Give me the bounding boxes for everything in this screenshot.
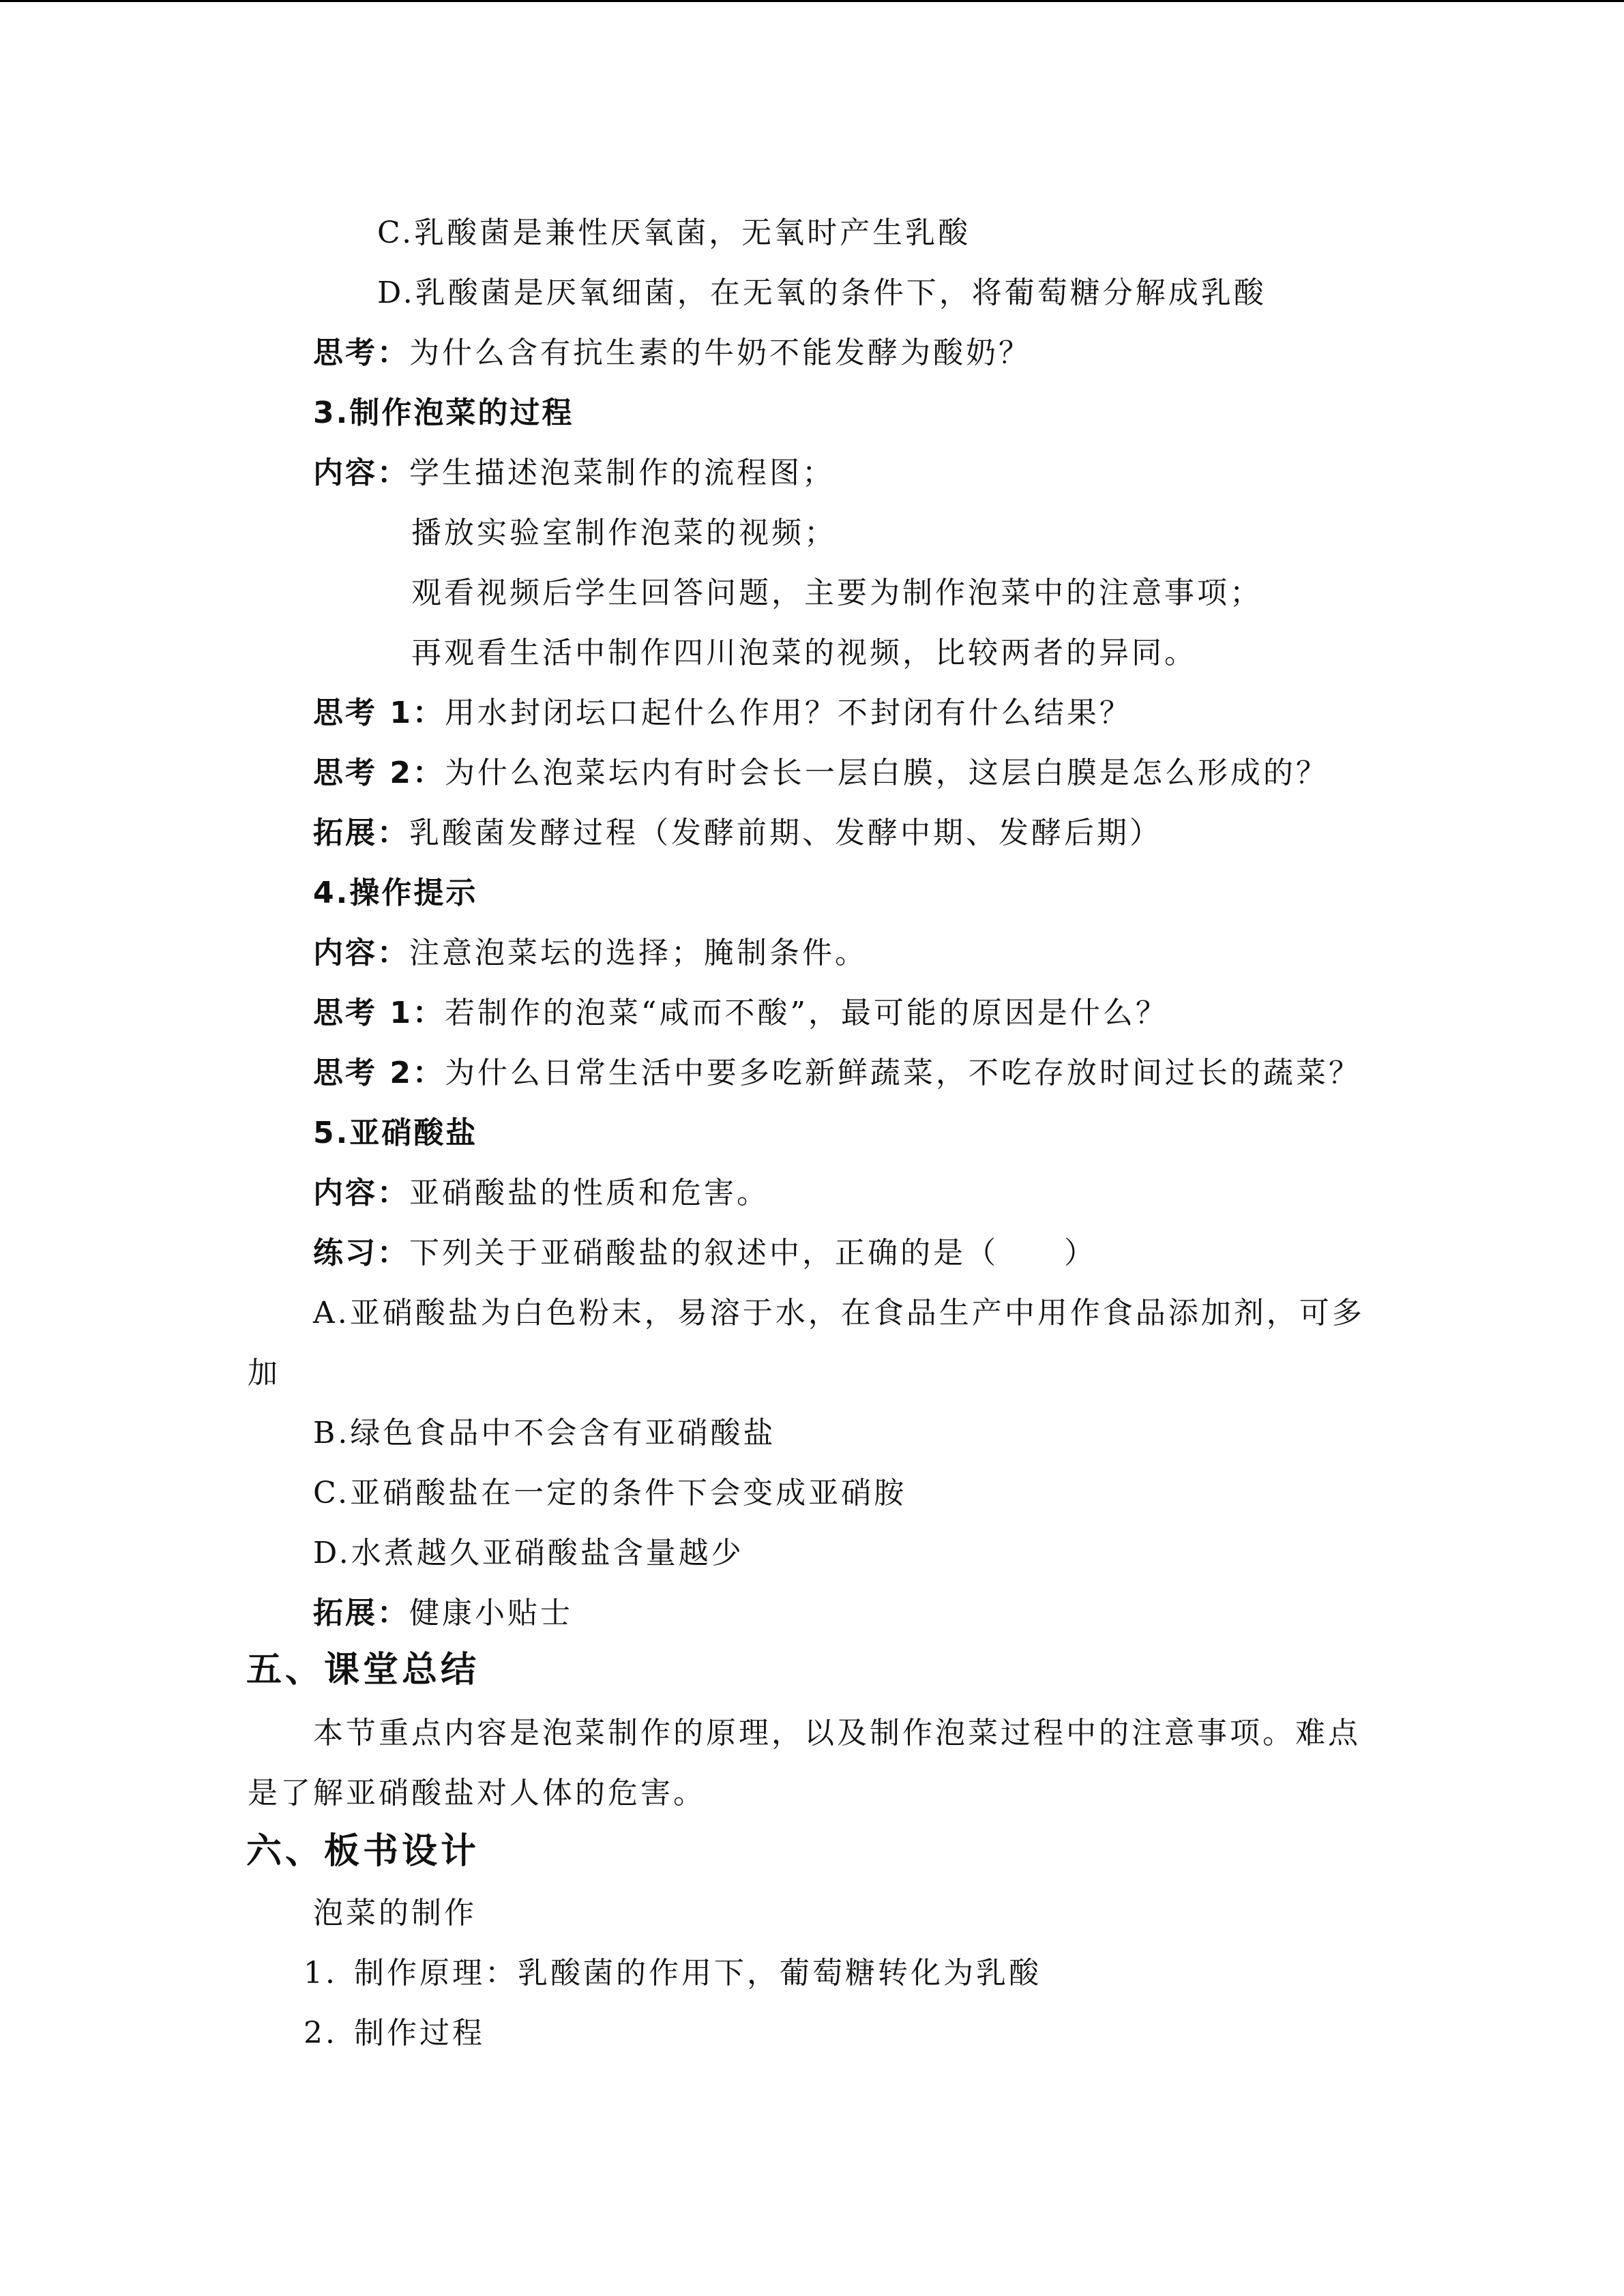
content-process-line-1 [313,453,835,494]
think-1-text: 用水封闭坛口起什么作用？不封闭有什么结果？ [444,696,1132,730]
content-process-line-4: 再观看生活中制作四川泡菜的视频，比较两者的异同。 [411,636,1197,670]
summary-line-1: 本节重点内容是泡菜制作的原理，以及制作泡菜过程中的注意事项。难点 [313,1716,1361,1750]
option-b-nitrite: B.绿色食品中不会含有亚硝酸盐 [313,1416,776,1450]
content-nitrite [313,1173,769,1214]
think-1-label: 思考 1： [313,696,445,730]
think-label: 思考： [313,336,409,370]
content-process-line-3: 观看视频后学生回答问题，主要为制作泡菜中的注意事项； [411,576,1263,610]
extension-label: 拓展： [313,816,409,850]
think-2-label: 思考 2： [313,1056,445,1090]
board-item-text: 制作过程 [354,2016,485,2051]
think-2-fresh-vegetables [313,1053,1361,1094]
board-item-number: 2. [304,2016,338,2051]
think-antibiotic-milk [313,333,1031,374]
think-1-salty [313,993,1168,1034]
option-c-lactic-bacteria: C.乳酸菌是兼性厌氧菌，无氧时产生乳酸 [377,215,971,250]
exercise-nitrite [313,1233,1097,1274]
extension-health-tips [313,1593,573,1634]
think-1-text: 若制作的泡菜“咸而不酸”，最可能的原因是什么？ [444,996,1168,1030]
content-text: 亚硝酸盐的性质和危害。 [409,1176,769,1210]
think-text: 为什么含有抗生素的牛奶不能发酵为酸奶？ [409,336,1031,370]
extension-text: 健康小贴士 [409,1596,573,1630]
exercise-label: 练习： [313,1236,409,1270]
subheading-nitrite: 5.亚硝酸盐 [313,1116,478,1150]
board-item-1 [304,1953,1042,1994]
think-2-text: 为什么泡菜坛内有时会长一层白膜，这层白膜是怎么形成的？ [444,756,1329,790]
option-d-nitrite: D.水煮越久亚硝酸盐含量越少 [313,1536,744,1570]
section-title-summary: 五、课堂总结 [246,1650,480,1690]
option-c-nitrite: C.亚硝酸盐在一定的条件下会变成亚硝胺 [313,1476,907,1510]
content-process-line-2: 播放实验室制作泡菜的视频； [411,516,837,550]
section-title-board-design: 六、板书设计 [246,1831,480,1872]
extension-label: 拓展： [313,1596,409,1630]
exercise-text: 下列关于亚硝酸盐的叙述中，正确的是（ ） [409,1236,1097,1270]
content-text: 学生描述泡菜制作的流程图； [409,456,835,490]
content-text: 注意泡菜坛的选择；腌制条件。 [409,936,868,970]
content-label: 内容： [313,456,409,490]
summary-line-2: 是了解亚硝酸盐对人体的危害。 [248,1776,706,1810]
option-a-nitrite-continued: 加 [248,1356,280,1390]
subheading-operation-tips: 4.操作提示 [313,876,478,910]
think-1-water-seal [313,693,1132,734]
option-d-lactic-bacteria: D.乳酸菌是厌氧细菌，在无氧的条件下，将葡萄糖分解成乳酸 [377,275,1267,310]
option-a-nitrite: A.亚硝酸盐为白色粉末，易溶于水，在食品生产中用作食品添加剂，可多 [313,1296,1365,1330]
board-item-number: 1. [304,1956,338,1991]
think-2-label: 思考 2： [313,756,445,790]
board-title: 泡菜的制作 [313,1896,477,1930]
board-item-text: 制作原理：乳酸菌的作用下，葡萄糖转化为乳酸 [354,1956,1042,1991]
content-operation [313,933,868,974]
page-top-border [0,0,1624,2]
subheading-pickle-process: 3.制作泡菜的过程 [313,396,574,430]
think-2-white-film [313,753,1329,794]
board-item-2 [304,2013,485,2054]
think-1-label: 思考 1： [313,996,445,1030]
extension-text: 乳酸菌发酵过程（发酵前期、发酵中期、发酵后期） [409,816,1162,850]
content-label: 内容： [313,936,409,970]
content-label: 内容： [313,1176,409,1210]
think-2-text: 为什么日常生活中要多吃新鲜蔬菜，不吃存放时间过长的蔬菜？ [444,1056,1361,1090]
extension-fermentation [313,813,1162,854]
